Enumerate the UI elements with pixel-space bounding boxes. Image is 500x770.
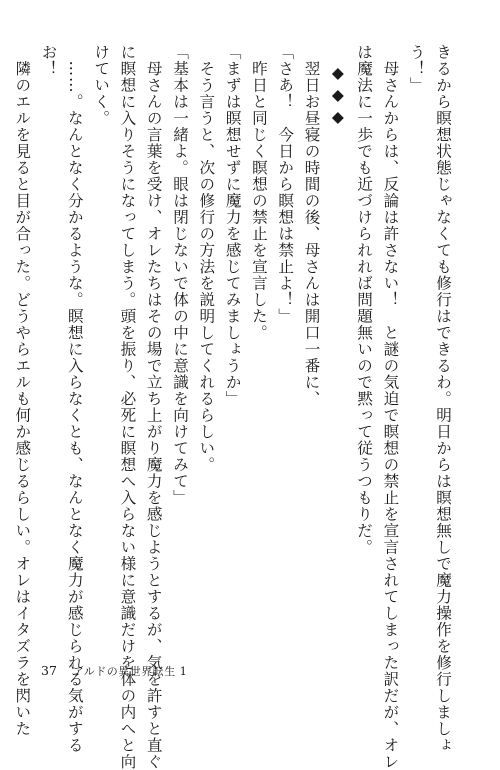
text-line: けていく。 [92, 44, 111, 127]
section-separator: ◆◆◆ [328, 64, 347, 130]
text-line: そう言うと、次の修行の方法を説明してくれるらしい。 [197, 44, 216, 473]
text-line: は魔法に一歩でも近づけられれば問題無いので黙って従うつもりだ。 [355, 44, 374, 556]
page-footer [41, 663, 187, 679]
text-line: 母さんの言葉を受け、オレたちはその場で立ち上がり魔力を感じようとするが、気を許すと直ぐ [144, 44, 163, 770]
text-line: に瞑想に入りそうになってしまう。頭を振り、必死に瞑想へ入らない様に意識だけを体の内へと向 [118, 44, 137, 770]
text-line: 「さあ！ 今日から瞑想は禁止よ！」 [276, 44, 295, 325]
text-line: 翌日お昼寝の時間の後、母さんは開口一番に、 [302, 44, 321, 407]
text-line: う！」 [407, 44, 426, 94]
page-number: 37 [41, 663, 57, 678]
text-line: お！ [39, 44, 58, 77]
text-line: 昨日と同じく瞑想の禁止を宣言した。 [249, 44, 268, 341]
text-line: 「まずは瞑想せずに魔力を感じてみましょうか」 [223, 44, 242, 407]
text-line: ……。なんとなく分かるような。瞑想に入らなくとも、なんとなく魔力が感じられる気がする [65, 44, 84, 754]
text-line: 「基本は一緒よ。眼は閉じないで体の中に意識を向けてみて」 [171, 44, 190, 506]
text-line: 隣のエルを見ると目が合った。どうやらエルも何か感じるらしい。オレはイタズラを閃いた [13, 44, 32, 737]
text-line: きるから瞑想状態じゃなくても修行はできるわ。明日からは瞑想無しで魔力操作を修行しましょ [434, 44, 452, 754]
text-line: 母さんからは、反論は許さない！ と謎の気迫で瞑想の禁止を宣言されてしまった訳だが、オレ [381, 44, 400, 770]
book-title: アルドの異世界転生 1 [72, 665, 188, 678]
